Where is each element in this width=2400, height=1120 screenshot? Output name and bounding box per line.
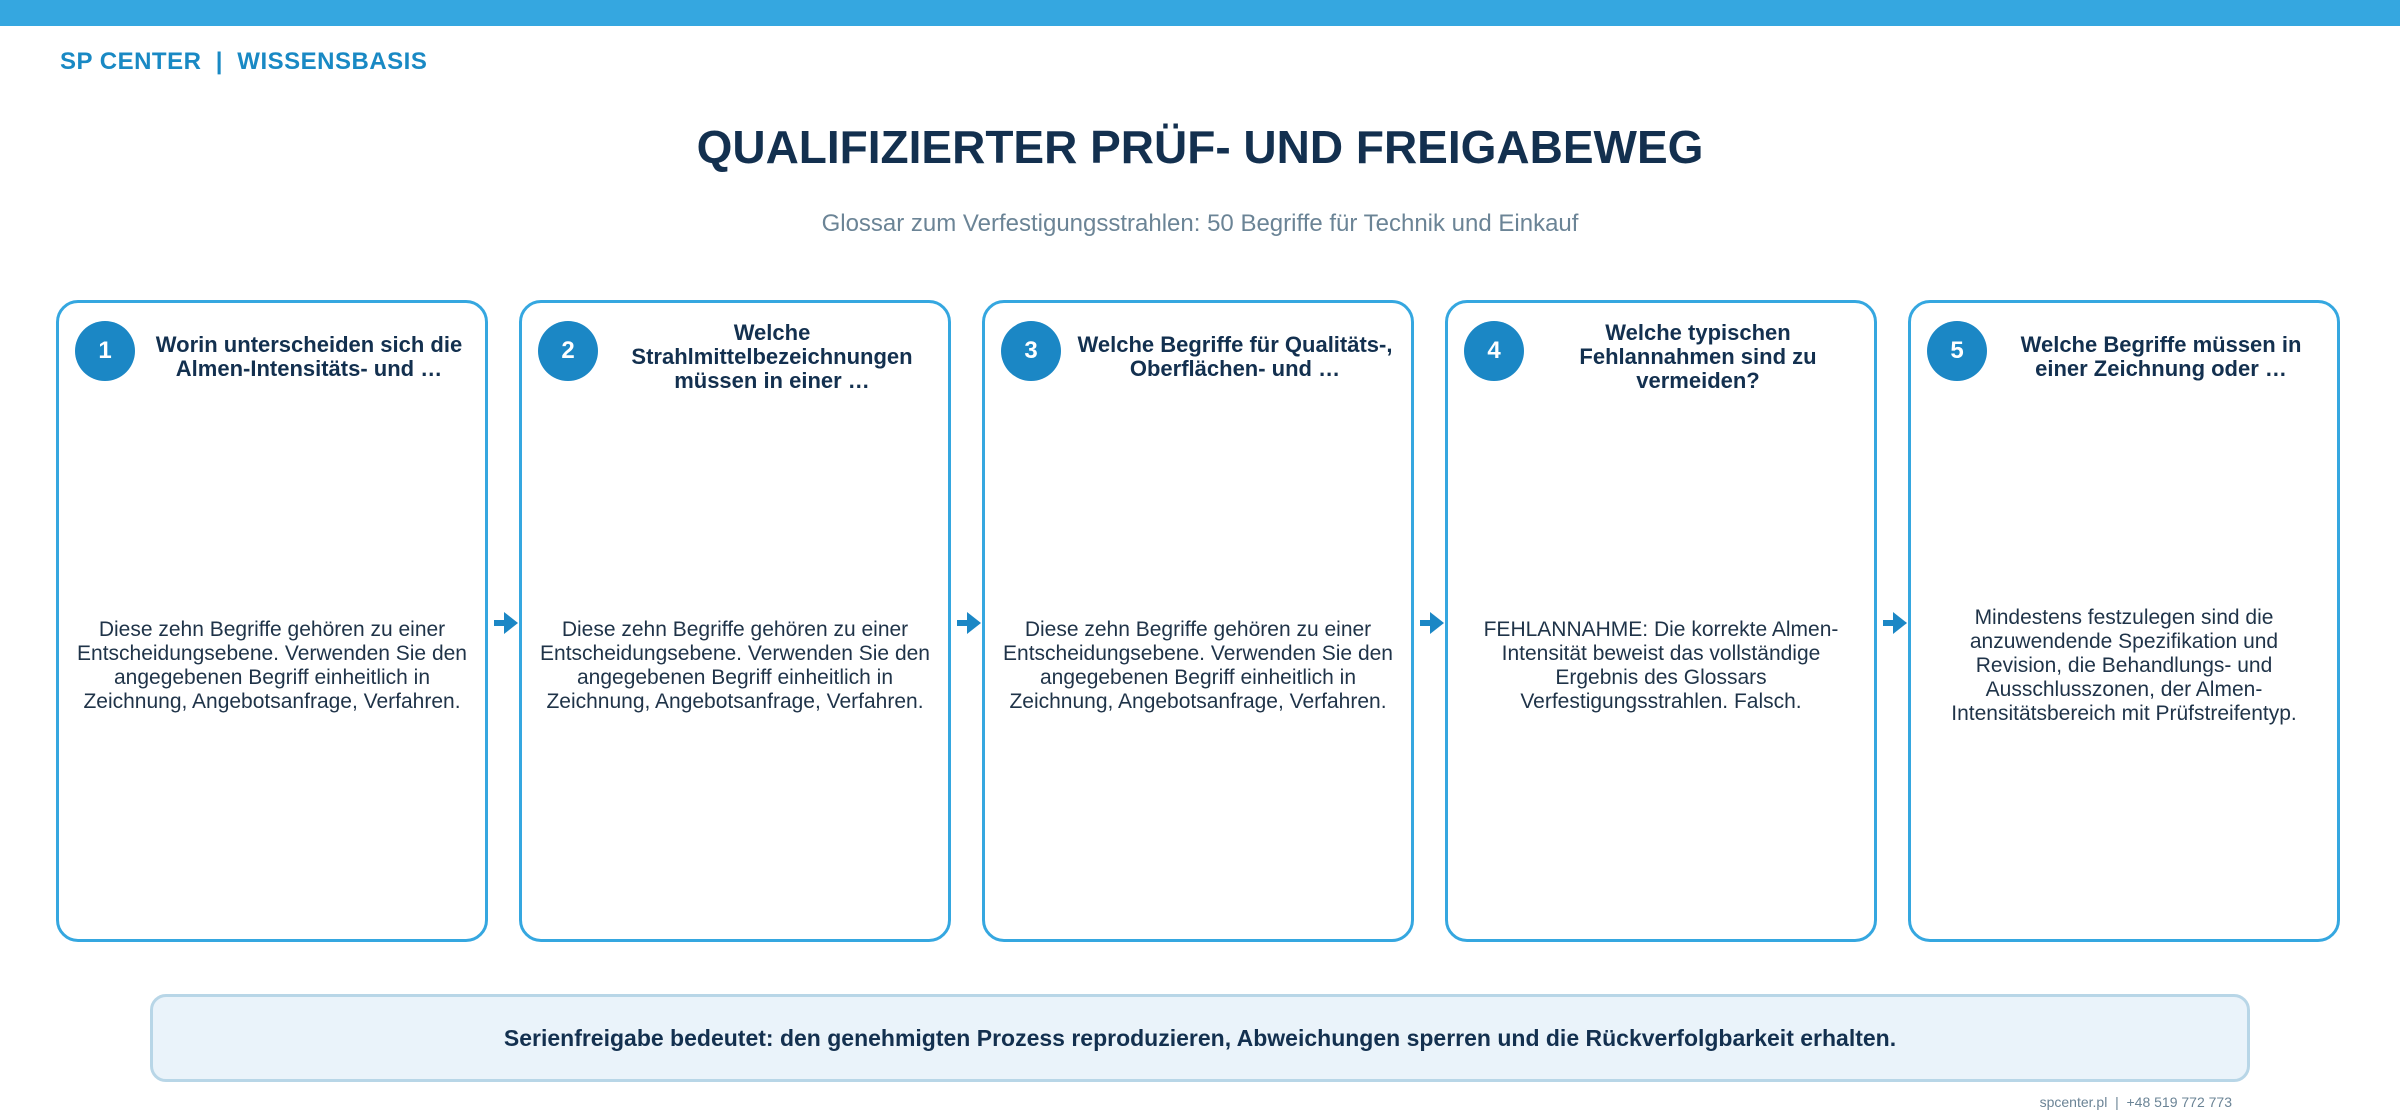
step-body: Diese zehn Begriffe gehören zu einer Entscheidungsebene. Verwenden Sie den angegebenen Begriff einheitlich in Zeichnung, Angebotsanfrage, Verfahren. <box>1003 618 1393 713</box>
step-body: Diese zehn Begriffe gehören zu einer Entscheidungsebene. Verwenden Sie den angegebenen Begriff einheitlich in Zeichnung, Angebotsanfrage, Verfahren. <box>540 618 930 713</box>
arrow-right-icon <box>957 612 981 634</box>
step-body: FEHLANNAHME: Die korrekte Almen-Intensität beweist das vollständige Ergebnis des Glossars Verfestigungsstrahlen. Falsch. <box>1483 618 1839 713</box>
step-card-5 <box>1908 300 2340 942</box>
step-number-badge: 4 <box>1464 321 1524 381</box>
step-body: Mindestens festzulegen sind die anzuwendende Spezifikation und Revision, die Behandlungs- und Ausschlusszonen, der Almen-Intensitätsbereich mit Prüfstreifentyp. <box>1951 606 2297 725</box>
summary-banner: Serienfreigabe bedeutet: den genehmigten Prozess reproduzieren, Abweichungen sperren und die Rückverfolgbarkeit erhalten. <box>150 994 2250 1082</box>
step-title: Worin unterscheiden sich die Almen-Intensitäts- und … <box>155 332 463 381</box>
step-number-badge: 5 <box>1927 321 1987 381</box>
step-card-3 <box>982 300 1414 942</box>
step-title: Welche Begriffe müssen in einer Zeichnung oder … <box>2020 332 2302 381</box>
step-title: Welche Strahlmittelbezeichnungen müssen in einer … <box>631 320 913 393</box>
brand-label: SP CENTER | WISSENSBASIS <box>60 48 428 75</box>
footer-contact: spcenter.pl | +48 519 772 773 <box>2039 1094 2232 1110</box>
arrow-right-icon <box>1420 612 1444 634</box>
step-title: Welche typischen Fehlannahmen sind zu vermeiden? <box>1579 320 1817 393</box>
top-accent-bar <box>0 0 2400 26</box>
step-number-badge: 2 <box>538 321 598 381</box>
page-title: QUALIFIZIERTER PRÜF- UND FREIGABEWEG <box>696 121 1704 173</box>
step-number-badge: 3 <box>1001 321 1061 381</box>
arrow-right-icon <box>494 612 518 634</box>
step-number-badge: 1 <box>75 321 135 381</box>
step-card-1 <box>56 300 488 942</box>
step-card-4 <box>1445 300 1877 942</box>
step-title: Welche Begriffe für Qualitäts-, Oberflächen- und … <box>1077 332 1393 381</box>
page-subtitle: Glossar zum Verfestigungsstrahlen: 50 Begriffe für Technik und Einkauf <box>821 210 1579 237</box>
arrow-right-icon <box>1883 612 1907 634</box>
step-card-2 <box>519 300 951 942</box>
step-body: Diese zehn Begriffe gehören zu einer Entscheidungsebene. Verwenden Sie den angegebenen Begriff einheitlich in Zeichnung, Angebotsanfrage, Verfahren. <box>77 618 467 713</box>
